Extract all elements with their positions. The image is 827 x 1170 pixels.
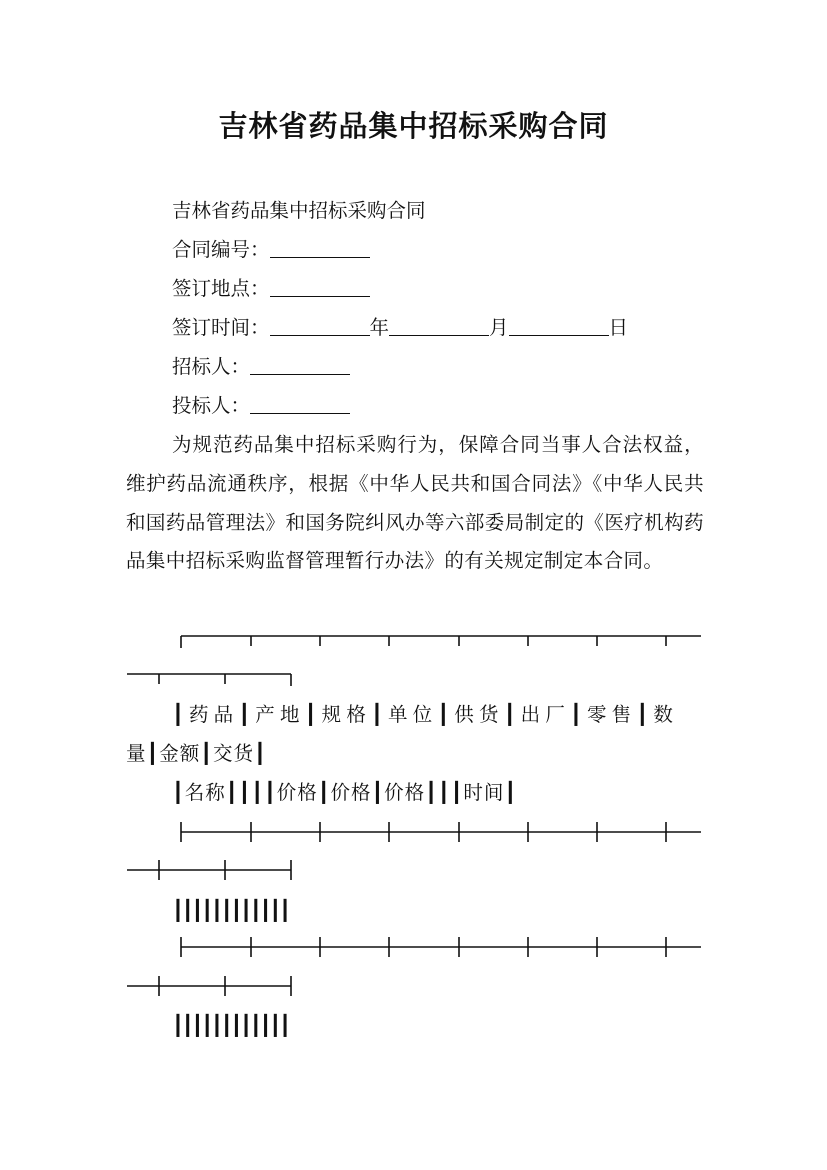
month-label: 月 — [489, 316, 509, 339]
table-header-row2: ┃名称┃┃┃┃价格┃价格┃价格┃┃┃时间┃ — [172, 781, 518, 804]
bidder-label: 投标人： — [172, 394, 251, 417]
day-label: 日 — [608, 316, 629, 339]
table-header-row1a: ┃药品┃产地┃规格┃单位┃供货┃出厂┃零售┃数 — [172, 703, 679, 726]
table-empty-row-2: ┃┃┃┃┃┃┃┃┃┃┃┃ — [172, 1014, 289, 1037]
document-title: 吉林省药品集中招标采购合同 — [218, 109, 609, 143]
document-subtitle: 吉林省药品集中招标采购合同 — [172, 199, 426, 222]
body-paragraph: 为规范药品集中招标采购行为，保障合同当事人合法权益，维护药品流通秩序，根据《中华人民共和国合同法》《中华人民共和国药品管理法》和国务院纠风办等六部委局制定的《医疗机构药品集中招标采购监督管理暂行办法》的有关规定制定本合同。 — [126, 433, 704, 573]
table-empty-row-1: ┃┃┃┃┃┃┃┃┃┃┃┃ — [172, 899, 289, 922]
sign-place-label: 签订地点： — [172, 277, 270, 300]
table-header-row1b: 量┃金额┃交货┃ — [126, 742, 267, 765]
year-label: 年 — [369, 316, 390, 339]
contract-number-label: 合同编号： — [172, 238, 270, 261]
sign-time-label: 签订时间： — [172, 316, 270, 339]
tenderer-label: 招标人： — [172, 355, 251, 378]
